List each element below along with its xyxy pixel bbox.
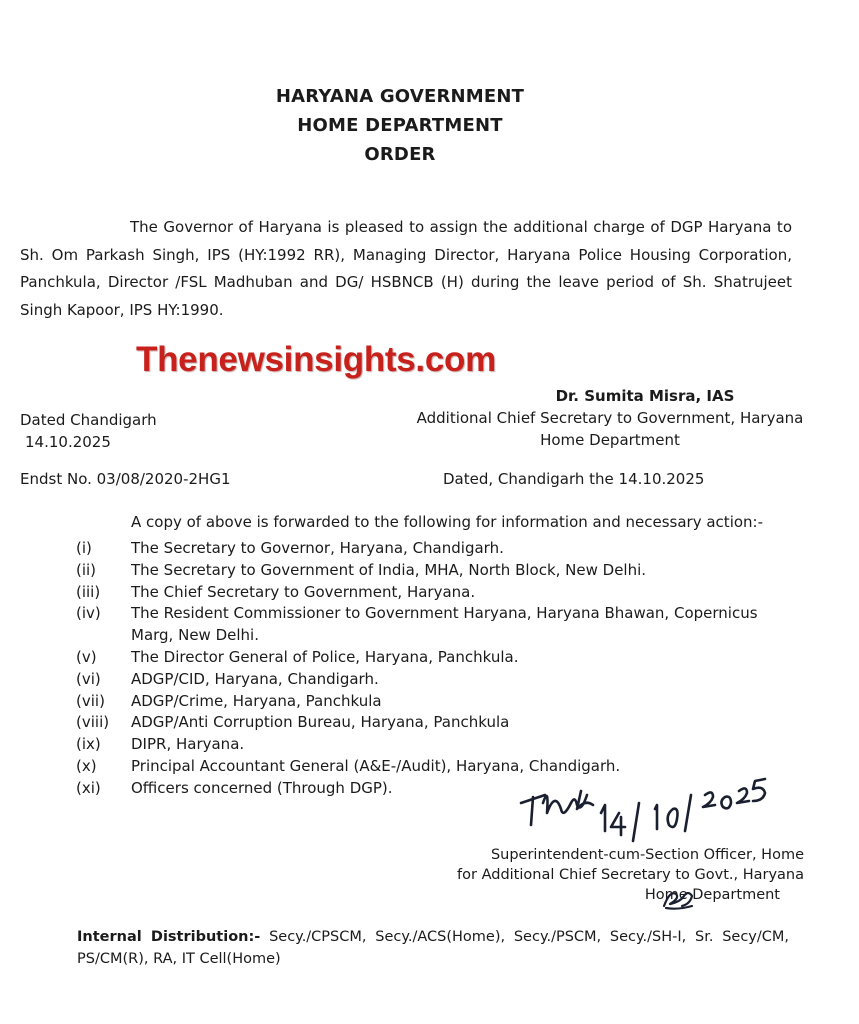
signatory-title: Additional Chief Secretary to Government, Haryana [416, 409, 804, 427]
dated-block [20, 409, 157, 453]
list-item: (viii) ADGP/Anti Corruption Bureau, Haryana, Panchkula [76, 713, 510, 732]
document-header [0, 82, 800, 169]
list-item: (iii) The Chief Secretary to Government, Haryana. [76, 582, 476, 601]
list-item: (i) The Secretary to Governor, Haryana, Chandigarh. [76, 539, 504, 557]
header-government: HARYANA GOVERNMENT [275, 86, 525, 107]
order-text: The Governor of Haryana is pleased to assign the additional charge of DGP Haryana to Sh. Om Parkash Singh, IPS (HY:1992 RR), Managing Director, Haryana Police Housing Corporation, Panchkula, Director /FSL Madhuban and DG/ HSBNCB (H) during the leave period of Sh. Shatrujeet Singh Kapoor, IPS HY:1990. [20, 218, 792, 319]
list-item: (ix) DIPR, Haryana. [76, 735, 245, 754]
section-officer-line3: Home Department [644, 887, 780, 903]
dated-date: 14.10.2025 [25, 433, 111, 451]
header-department: HOME DEPARTMENT [297, 115, 503, 136]
dated-label: Dated Chandigarh [20, 411, 157, 429]
signatory-block [400, 385, 820, 451]
list-item: (ii) The Secretary to Government of India, MHA, North Block, New Delhi. [76, 560, 647, 579]
list-item: (iv) The Resident Commissioner to Government Haryana, Haryana Bhawan, Copernicus Marg, New Delhi. [76, 604, 758, 645]
internal-distribution [77, 926, 789, 970]
list-item: (vi) ADGP/CID, Haryana, Chandigarh. [76, 669, 379, 688]
section-officer-line1: Superintendent-cum-Section Officer, Home [490, 847, 804, 863]
signatory-department: Home Department [540, 431, 680, 449]
list-item: (x) Principal Accountant General (A&E-/Audit), Haryana, Chandigarh. [76, 756, 621, 775]
signatory-name: Dr. Sumita Misra, IAS [555, 387, 735, 405]
header-order: ORDER [364, 144, 436, 165]
handwritten-initials [660, 886, 696, 912]
section-officer-block [404, 845, 804, 905]
copy-forward-intro: A copy of above is forwarded to the following for information and necessary action:- [131, 513, 764, 531]
endorsement-number: Endst No. 03/08/2020-2HG1 [20, 470, 231, 488]
distribution-list [76, 538, 796, 800]
section-officer-line2: for Additional Chief Secretary to Govt., Haryana [457, 867, 804, 883]
internal-distribution-text: Secy./CPSCM, Secy./ACS(Home), Secy./PSCM, Secy./SH-I, Sr. Secy/CM, PS/CM(R), RA, IT Cell(Home) [77, 929, 790, 967]
endorsement-date: Dated, Chandigarh the 14.10.2025 [443, 470, 705, 488]
list-item: (xi) Officers concerned (Through DGP). [76, 778, 393, 797]
order-paragraph [20, 214, 792, 324]
internal-distribution-label: Internal Distribution:- [77, 929, 261, 945]
handwritten-signature-date [515, 765, 785, 845]
watermark-text: Thenewsinsights.com [136, 340, 496, 379]
list-item: (vii) ADGP/Crime, Haryana, Panchkula [76, 691, 382, 710]
list-item: (v) The Director General of Police, Haryana, Panchkula. [76, 647, 519, 666]
